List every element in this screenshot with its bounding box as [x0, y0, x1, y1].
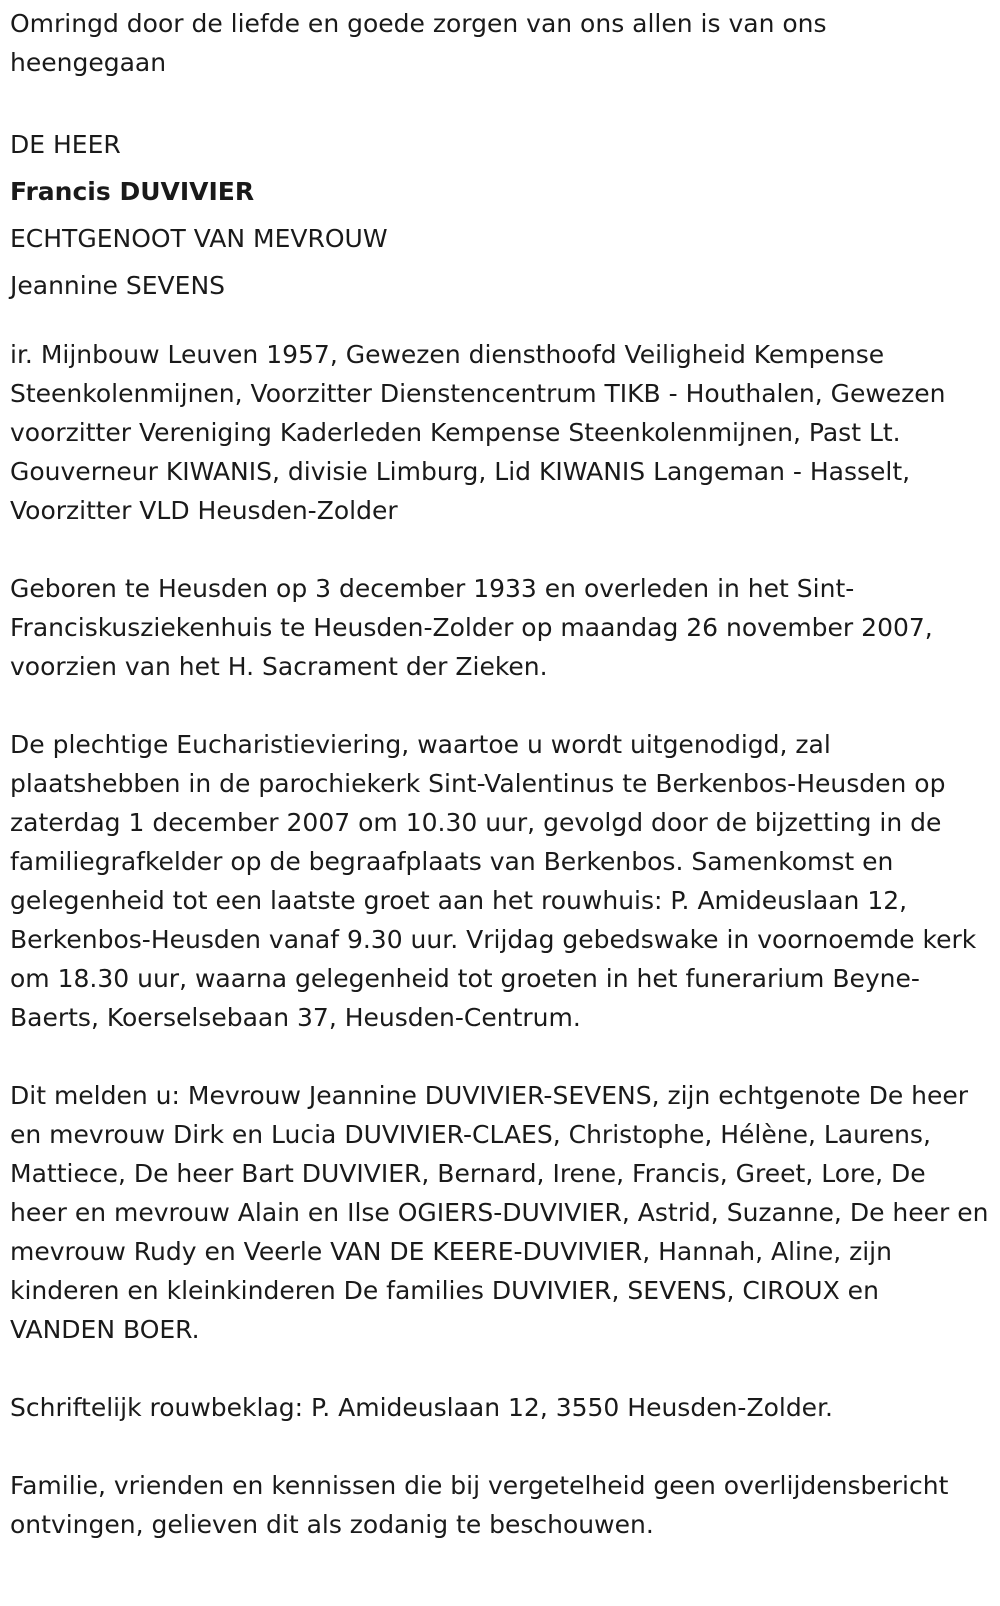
ceremony-paragraph: De plechtige Eucharistieviering, waartoe u wordt uitgenodigd, zal plaatshebben in de parochiekerk Sint-Valentinus te Berkenbos-Heusden op zaterdag 1 december 2007 om 10.30 uur, gevolgd door de bijzetting in de familiegrafkelder op de begraafplaats van Berkenbos. Samenkomst en gelegenheid tot een laatste groet aan het rouwhuis: P. Amideuslaan 12, Berkenbos-Heusden vanaf 9.30 uur. Vrijdag gebedswake in voornoemde kerk om 18.30 uur, waarna gelegenheid tot groeten in het funerarium Beyne-Baerts, Koerselsebaan 37, Heusden-Centrum. [10, 730, 977, 1032]
spacer [10, 1427, 990, 1466]
condolence-address: Schriftelijk rouwbeklag: P. Amideuslaan 12, 3550 Heusden-Zolder. [10, 1393, 833, 1422]
deceased-name: Francis DUVIVIER [10, 177, 255, 206]
spacer [10, 1349, 990, 1388]
spouse-relation: ECHTGENOOT VAN MEVROUW [10, 224, 388, 253]
spacer [10, 309, 990, 335]
family-paragraph: Dit melden u: Mevrouw Jeannine DUVIVIER-SEVENS, zijn echtgenote De heer en mevrouw Dirk en Lucia DUVIVIER-CLAES, Christophe, Hélène, Laurens, Mattiece, De heer Bart DUVIVIER, Bernard, Irene, Francis, Greet, Lore, De heer en mevrouw Alain en Ilse OGIERS-DUVIVIER, Astrid, Suzanne, De heer en mevrouw Rudy en Veerle VAN DE KEERE-DUVIVIER, Hannah, Aline, zijn kinderen en kleinkinderen De families DUVIVIER, SEVENS, CIROUX en VANDEN BOER. [10, 1081, 989, 1344]
spacer [10, 530, 990, 569]
intro-paragraph: Omringd door de liefde en goede zorgen van ons allen is van ons heengegaan [10, 9, 827, 77]
closing-paragraph: Familie, vrienden en kennissen die bij vergetelheid geen overlijdensbericht ontvingen, gelieven dit als zodanig te beschouwen. [10, 1471, 949, 1539]
spacer [10, 82, 990, 121]
spacer [10, 1037, 990, 1076]
birth-death-paragraph: Geboren te Heusden op 3 december 1933 en overleden in het Sint-Franciskusziekenhuis te Heusden-Zolder op maandag 26 november 2007, voorzien van het H. Sacrament der Zieken. [10, 574, 933, 681]
spouse-name: Jeannine SEVENS [10, 271, 226, 300]
spacer [10, 686, 990, 725]
biography-paragraph: ir. Mijnbouw Leuven 1957, Gewezen diensthoofd Veiligheid Kempense Steenkolenmijnen, Voorzitter Dienstencentrum TIKB - Houthalen, Gewezen voorzitter Vereniging Kaderleden Kempense Steenkolenmijnen, Past Lt. Gouverneur KIWANIS, divisie Limburg, Lid KIWANIS Langeman - Hasselt, Voorzitter VLD Heusden-Zolder [10, 340, 946, 525]
title-line: DE HEER [10, 130, 121, 159]
